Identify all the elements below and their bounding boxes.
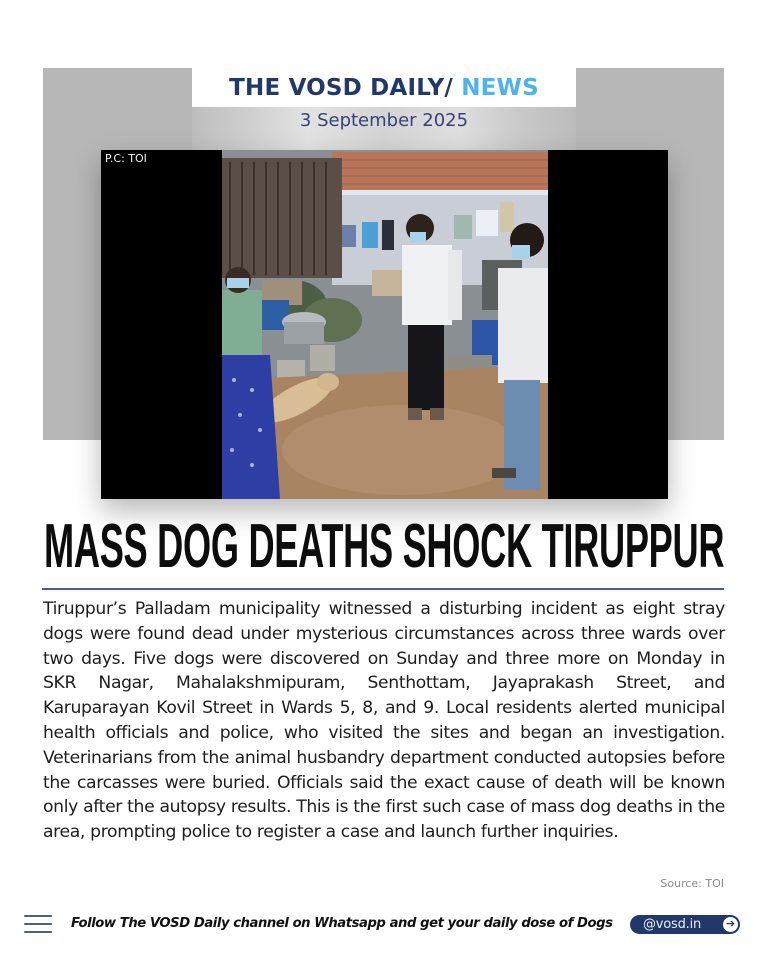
article-body: Tiruppur’s Palladam municipality witnessed a disturbing incident as eight stray dogs were found dead under mysterious circumstances across three wards over two days. Five dogs were discovered on Sunday and three more on Monday in SKR Nagar, Mahalakshmipuram, Senthottam, Jayaprakash Street, and Karuparayan Kovil Street in Wards 5, 8, and 9. Local residents alerted municipal health officials and police, who visited the sites and began an investigation. Veterinarians from the animal husbandry department conducted autopsies before the carcasses were buried. Officials said the exact cause of death will be known only after the autopsy results. This is the first such case of mass dog deaths in the area, prompting police to register a case and launch further inquiries. xyxy=(43,599,725,843)
menu-bar xyxy=(24,923,52,925)
brand-name: THE VOSD DAILY/ xyxy=(229,74,453,101)
headline-divider xyxy=(42,588,724,590)
menu-bar xyxy=(24,931,52,933)
section-name: NEWS xyxy=(461,74,539,101)
masthead xyxy=(192,68,576,107)
arrow-right-icon[interactable]: ➔ xyxy=(723,917,738,932)
photo-credit: P.C: TOI xyxy=(105,152,147,165)
news-photo xyxy=(101,150,668,499)
social-handle: @vosd.in xyxy=(643,917,702,932)
publish-date: 3 September 2025 xyxy=(299,110,469,131)
hamburger-menu-icon[interactable] xyxy=(24,915,52,933)
article-headline: MASS DOG DEATHS SHOCK TIRUPPUR xyxy=(44,512,725,581)
masthead-title xyxy=(229,75,539,101)
news-photo-image xyxy=(222,150,548,499)
menu-bar xyxy=(24,915,52,917)
social-handle-button[interactable] xyxy=(630,915,740,934)
whatsapp-follow-cta: Follow The VOSD Daily channel on Whatsapp and get your daily dose of Dogs xyxy=(71,916,613,931)
article-source: Source: TOI xyxy=(660,877,724,890)
